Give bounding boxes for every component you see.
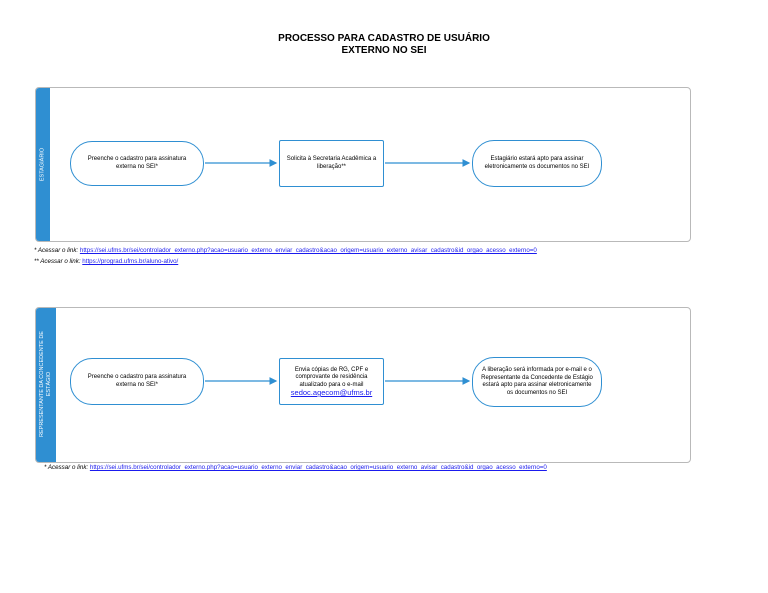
node-text: Solicita à Secretaria Acadêmica a liberação**	[286, 156, 377, 170]
title-line-1: PROCESSO PARA CADASTRO DE USUÁRIO	[278, 33, 490, 44]
lane-label-estagiario: ESTAGIÁRIO	[39, 147, 46, 182]
footnote-prefix: * Acessar o link:	[44, 464, 89, 471]
sei-external-link[interactable]: https://sei.ufms.br/sei/controlador_externo.php?acao=usuario_externo_enviar_cadastro&acao_origem=usuario_externo_avisar_cadastro&id_orgao_acesso_externo=0	[89, 464, 547, 471]
node-text: Envia cópias de RG, CPF e comprovante de residência atualizado para o e-mail	[294, 366, 369, 388]
email-link[interactable]: sedoc.agecom@ufms.br	[290, 388, 373, 397]
lane-label-line-1: REPRESENTANTE DA CONCEDENTE DE	[39, 331, 45, 437]
sei-external-link[interactable]: https://sei.ufms.br/sei/controlador_externo.php?acao=usuario_externo_enviar_cadastro&acao_origem=usuario_externo_avisar_cadastro&id_orgao_acesso_externo=0	[79, 247, 537, 254]
node-text: A liberação será informada por e-mail e o Representante da Concedente de Estágio estará apto para assinar eletronicamente os documentos no SEI	[481, 367, 593, 396]
node-text: Preenche o cadastro para assinatura externa no SEI*	[87, 156, 187, 170]
prograd-link[interactable]: https://prograd.ufms.br/aluno-ativo/	[82, 258, 179, 265]
footnote-prefix: ** Acessar o link:	[34, 258, 81, 265]
node-text: Estagiário estará apto para assinar eletronicamente os documentos no SEI	[484, 156, 590, 170]
lane-label-line-2: ESTÁGIO	[46, 371, 52, 397]
footnote-prefix: * Acessar o link:	[34, 247, 79, 254]
node-text: Preenche o cadastro para assinatura externa no SEI*	[87, 374, 187, 388]
title-line-2: EXTERNO NO SEI	[341, 45, 427, 56]
